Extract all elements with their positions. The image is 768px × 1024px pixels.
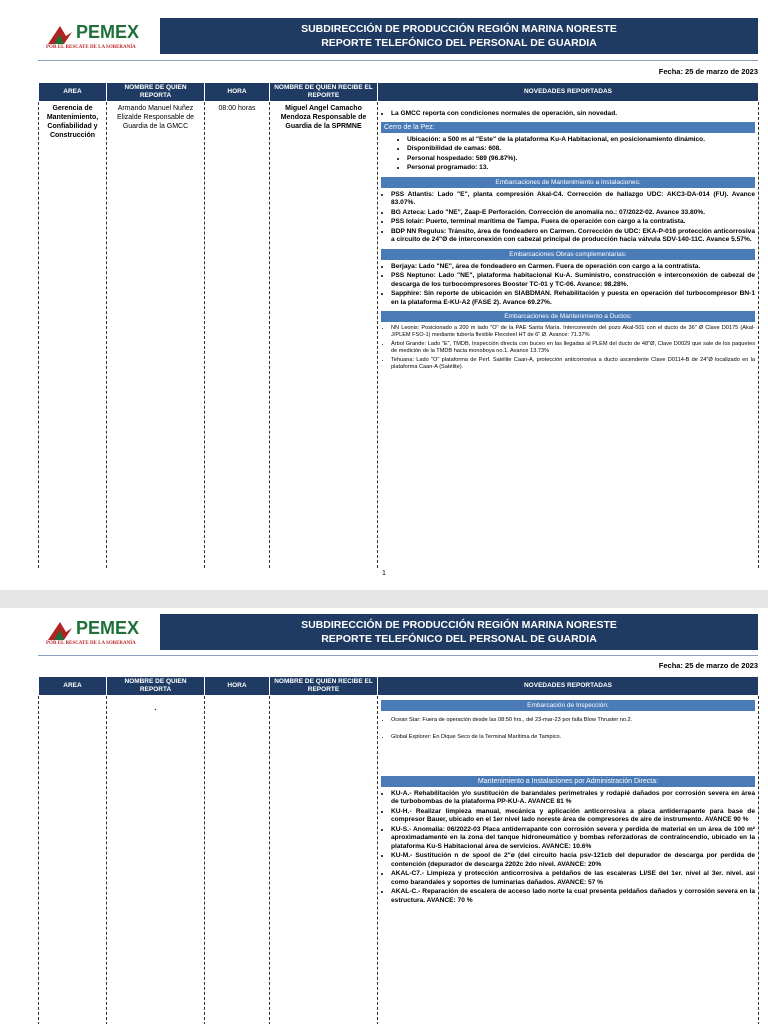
section-inspeccion: Embarcación de Inspección:	[381, 700, 755, 711]
list-item: • Ocean Star: Fuera de operación desde las 08:50 hrs., del 23-mar-23 por falla Blow Thruster no.2.	[391, 717, 755, 724]
table-header-row	[39, 677, 759, 696]
list-item: • NN Leonis: Posicionado a 200 m lado "O" de la PAE Santa María. Interconexión del pozo Akal-501 con el ducto de 36" Ø Clave D0175 (Akal-J/PLEM FSO-1) mediante tubería flexible Flexsteel HT de 6" Ø. Avance: 71.37%	[391, 325, 755, 340]
list-item: • Personal programado: 13.	[407, 164, 755, 173]
col-receiver: NOMBRE DE QUIEN RECIBE EL REPORTE	[270, 677, 378, 696]
table-row	[39, 696, 759, 1024]
col-notes: NOVEDADES REPORTADAS	[378, 83, 759, 102]
col-notes: NOVEDADES REPORTADAS	[378, 677, 759, 696]
list-item: • Global Explorer: En Dique Seco de la Terminal Marítima de Tampico.	[391, 734, 755, 741]
list-item: • PSS Neptuno: Lado "NE", plataforma habitacional Ku-A. Suministro, construcción e interconexión de cabezal de descarga de los turbocompresores Booster TC-01 y TC-06. Avance: 98.28%.	[391, 272, 755, 289]
list-item: • Personal hospedado: 589 (96.87%).	[407, 155, 755, 164]
list-item: • BG Azteca: Lado "NE", Zaap-E Perforación. Corrección de anomalía no.: 07/2022-02. Avance 33.80%.	[391, 209, 755, 218]
list-item: • KU-M.- Sustitución n de spool de 2"ø (del circuito hacia psv-121cb del depurador de descarga por perdida de contención (depurador de descarga 2202c 2do nivel. AVANCE: 20%	[391, 852, 755, 869]
page-number: 1	[382, 570, 386, 577]
list-item: • Sapphire: Sin reporte de ubicación en SIABDMAN. Rehabilitación y puesta en operación del turbocompresor BN-1 en la plataforma E-KU-A2 (FASE 2). Avance 69.27%.	[391, 290, 755, 307]
title-line-1: SUBDIRECCIÓN DE PRODUCCIÓN REGIÓN MARINA NORESTE	[301, 619, 617, 631]
section-cerro: Cerro de la Pez:	[381, 122, 755, 133]
hour-cell	[205, 696, 270, 1024]
report-table	[38, 82, 759, 568]
table-row	[39, 102, 759, 569]
list-item: • Árbol Grande: Lado "E", TMDB, Inspección directa con buceo en las llegadas al PLEM del ducto de 48"Ø, Clave D0029 que sale de los paquetes de medición de la TMDB hacia monoboya no.1. Avance 13.73%	[391, 341, 755, 356]
list-item: • Tehuana: Lado "O" plataforma de Perf. Satélite Caan-A, protección anticorrosiva a ducto ascendente Clave D0114-B de 24"Ø localizado en la plataforma Caan-A (Satélite).	[391, 357, 755, 372]
section-mantenimiento: Embarcaciones de Mantenimiento a Instalaciones:	[381, 177, 755, 188]
col-reporter: NOMBRE DE QUIEN REPORTA	[107, 677, 205, 696]
section-administracion: Mantenimiento a Instalaciones por Administración Directa:	[381, 776, 755, 787]
area-cell: Gerencia de Mantenimiento, Confiabilidad y Construcción	[39, 102, 107, 569]
section-obras: Embarcaciones Obras complementarias:	[381, 249, 755, 260]
reporter-cell: ·	[107, 696, 205, 1024]
list-item: • AKAL-C7.- Limpieza y protección anticorrosiva a peldaños de las escaleras LI/SE del 1er. nivel al 3er. nivel. así como barandales y soportes de luminarias dañados. AVANCE: 57 %	[391, 870, 755, 887]
logo-tagline: POR EL RESCATE DE LA SOBERANÍA	[46, 45, 136, 50]
col-hour: HORA	[205, 83, 270, 102]
pemex-eagle-icon	[46, 618, 74, 642]
list-item: • BDP NN Regulus: Tránsito, área de fondeadero en Carmen. Corrección de UDC: EKA-P-016 protección anticorrosiva a circuito de 24"Ø de interconexión con cabezal principal de producción hacia válvula SDV-140-11C. Avance 5.57%.	[391, 228, 755, 245]
report-date: Fecha: 25 de marzo de 2023	[658, 67, 758, 76]
receiver-cell	[270, 696, 378, 1024]
col-receiver: NOMBRE DE QUIEN RECIBE EL REPORTE	[270, 83, 378, 102]
reporter-cell: Armando Manuel Nuñez Elizalde Responsable de Guardia de la GMCC	[107, 102, 205, 569]
title-line-2: REPORTE TELEFÓNICO DEL PERSONAL DE GUARDIA	[321, 37, 597, 49]
hour-cell: 08:00 horas	[205, 102, 270, 569]
list-item: • PSS Atlantis: Lado "E", planta compresión Akal-C4. Corrección de hallazgo UDC: AKC3-DA-014 (FU). Avance 83.07%.	[391, 191, 755, 208]
title-line-1: SUBDIRECCIÓN DE PRODUCCIÓN REGIÓN MARINA NORESTE	[301, 23, 617, 35]
logo-wordmark: PEMEX	[76, 618, 140, 638]
pemex-logo	[46, 22, 156, 56]
report-table	[38, 676, 759, 1024]
col-area: AREA	[39, 677, 107, 696]
notes-cell	[378, 102, 759, 569]
list-item: • KU-H.- Realizar limpieza manual, mecánica y aplicación anticorrosiva a placa antiderrapante para base de compresor Bauer, ubicado en el 1er nivel lado noreste área de compresores de aire de instrumento. AVANCE 90 %	[391, 808, 755, 825]
list-item: • Berjaya: Lado "NE", área de fondeadero en Carmen. Fuera de operación con cargo a la contratista.	[391, 263, 755, 272]
list-item: • AKAL-C.- Reparación de escalera de acceso lado norte la cual presenta peldaños dañados y corrosión severa en la estructura. AVANCE: 70 %	[391, 888, 755, 905]
list-item: • KU-S.- Anomalía: 06/2022-03 Placa antiderrapante con corrosión severa y perdida de material en un área de 100 m² aproximadamente en la zona del tanque hidroneumático y bombas reforzadoras de contraincendio, ubicado en la plataforma Ku-S Habitacional área de servicios. AVANCE: 10.6%	[391, 826, 755, 852]
notes-cell	[378, 696, 759, 1024]
title-line-2: REPORTE TELEFÓNICO DEL PERSONAL DE GUARDIA	[321, 633, 597, 645]
area-cell	[39, 696, 107, 1024]
pemex-eagle-icon	[46, 22, 74, 46]
col-hour: HORA	[205, 677, 270, 696]
pemex-logo	[46, 618, 156, 652]
report-title-banner	[160, 18, 758, 54]
intro-item: • La GMCC reporta con condiciones normales de operación, sin novedad.	[391, 110, 755, 119]
table-header-row	[39, 83, 759, 102]
list-item: • Disponibilidad de camas: 608.	[407, 145, 755, 154]
report-title-banner	[160, 614, 758, 650]
list-item: • KU-A.- Rehabilitación y/o sustitución de barandales perimetrales y rodapié dañados por corrosión severa en área de turbobombas de la plataforma PP-KU-A. AVANCE 81 %	[391, 790, 755, 807]
report-date: Fecha: 25 de marzo de 2023	[658, 661, 758, 670]
header-divider	[38, 655, 758, 656]
list-item: • Ubicación: a 500 m al "Este" de la plataforma Ku-A Habitacional, en posicionamiento dinámico.	[407, 136, 755, 145]
logo-wordmark: PEMEX	[76, 22, 140, 42]
report-page-2	[0, 608, 768, 1024]
logo-tagline: POR EL RESCATE DE LA SOBERANÍA	[46, 641, 136, 646]
col-reporter: NOMBRE DE QUIEN REPORTA	[107, 83, 205, 102]
list-item: • PSS Iolair: Puerto, terminal marítima de Tampa. Fuera de operación con cargo a la contratista.	[391, 218, 755, 227]
section-ductos: Embarcaciones de Mantenimiento a Ductos:	[381, 311, 755, 322]
receiver-cell: Miguel Angel Camacho Mendoza Responsable de Guardia de la SPRMNE	[270, 102, 378, 569]
header-divider	[38, 60, 758, 61]
page-gap	[0, 590, 768, 608]
col-area: AREA	[39, 83, 107, 102]
